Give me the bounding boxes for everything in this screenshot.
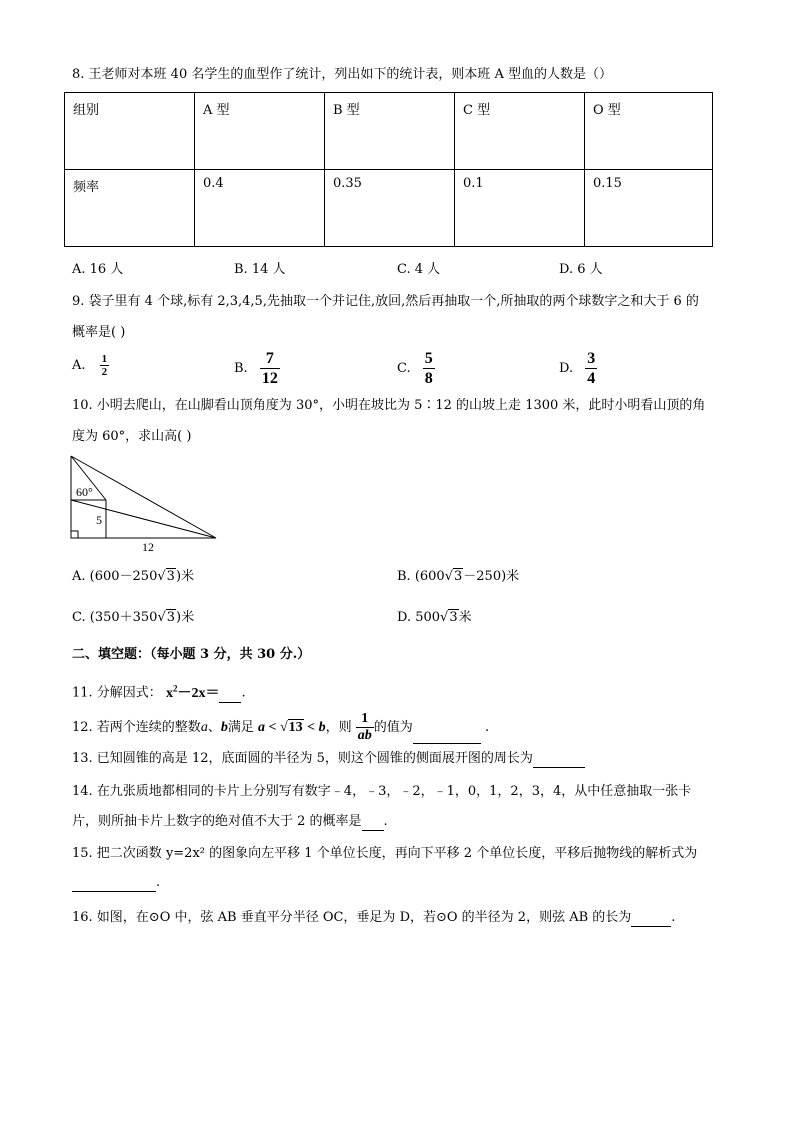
table-cell: 0.15 (585, 170, 713, 247)
q15-line2 (72, 874, 160, 892)
q16-text: 16. 如图，在⊙O 中，弦 AB 垂直平分半径 OC，垂足为 D，若⊙O 的半径为 2，则弦 AB 的长为 (72, 910, 632, 925)
q10-stem-line1: 10. 小明去爬山，在山脚看山顶角度为 30°，小明在坡比为 5∶12 的山坡上走 1300 米，此时小明看山顶的角 (72, 398, 706, 413)
table-cell: 0.35 (325, 170, 455, 247)
fraction-denominator: 4 (587, 370, 596, 387)
blood-type-table (64, 92, 713, 247)
var-b: b (220, 720, 228, 735)
radicand: 3 (166, 610, 176, 625)
option-letter: B. (234, 361, 248, 376)
q8-option-d: D. 6 人 (559, 262, 603, 277)
q10-stem-line2: 度为 60°，求山高( ) (72, 429, 192, 444)
q9-option-c (397, 349, 435, 388)
table-header-cell: O 型 (585, 93, 713, 170)
figure-angle-label: 60° (76, 485, 93, 499)
fraction-numerator: 7 (260, 349, 280, 369)
q11 (72, 679, 246, 703)
option-text: D. 500 (397, 610, 441, 625)
table-header-cell: B 型 (325, 93, 455, 170)
option-letter: A. (72, 358, 86, 373)
q11-prefix: 11. 分解因式： (72, 685, 162, 701)
table-row (65, 170, 713, 247)
fraction-numerator: 1 (356, 711, 374, 728)
answer-blank[interactable] (631, 912, 671, 927)
option-text: 米 (458, 610, 472, 625)
ineq-lt: < (303, 720, 319, 735)
answer-blank[interactable] (219, 688, 241, 703)
option-text: C. (350＋350 (72, 610, 158, 625)
fraction (585, 349, 597, 388)
sqrt: √3 (157, 569, 175, 584)
fraction (356, 711, 374, 744)
q10-option-c (72, 609, 194, 627)
q11-end: . (241, 685, 246, 701)
q12-then: ，则 (325, 720, 352, 735)
radicand: 3 (454, 569, 463, 584)
fraction-numerator: 1 (101, 353, 108, 365)
answer-blank[interactable] (72, 877, 156, 892)
figure-label-12: 12 (142, 540, 154, 552)
q8-option-b: B. 14 人 (234, 262, 286, 277)
var-a: a (200, 720, 208, 735)
radicand: 3 (449, 610, 458, 625)
q16 (72, 909, 675, 927)
option-letter: D. (559, 361, 574, 376)
expr-rest: －2x＝ (177, 685, 220, 701)
fraction (423, 349, 435, 388)
figure-label-5: 5 (96, 513, 102, 527)
answer-blank[interactable] (413, 729, 481, 744)
q12-sep: 、 (207, 720, 221, 735)
q12-prefix: 12. 若两个连续的整数 (72, 720, 201, 735)
fraction-numerator: 5 (424, 350, 433, 367)
option-text: )米 (176, 610, 195, 625)
radicand: 3 (166, 569, 175, 584)
q9-stem-line2: 概率是( ) (72, 325, 126, 340)
q12-inequality (258, 720, 326, 735)
q15-line1: 15. 把二次函数 y=2x² 的图象向左平移 1 个单位长度，再向下平移 2 个单位长度，平移后抛物线的解析式为 (72, 846, 698, 861)
q9-option-b (234, 349, 280, 388)
q15-end: . (156, 875, 161, 890)
ineq-a: a (257, 720, 265, 735)
fraction (260, 349, 280, 388)
sqrt: √3 (444, 569, 463, 584)
answer-blank[interactable] (533, 753, 585, 768)
q14-end: . (383, 814, 388, 829)
fraction-denominator: 8 (424, 370, 433, 387)
table-cell: 0.4 (195, 170, 325, 247)
section-title: 二、填空题：（每小题 3 分，共 30 分.） (72, 647, 311, 662)
option-text: )米 (175, 569, 195, 584)
table-header-cell: 组别 (65, 93, 195, 170)
table-cell: 0.1 (455, 170, 585, 247)
q10-option-a (72, 568, 194, 586)
q11-expression (165, 683, 220, 701)
option-text: A. (600－250 (72, 569, 158, 584)
mountain-slope-figure (66, 452, 222, 552)
sqrt: √3 (157, 610, 176, 625)
fraction-denominator: ab (357, 728, 372, 743)
q9-stem-line1: 9. 袋子里有 4 个球,标有 2,3,4,5,先抽取一个并记住,放回,然后再抽取一个,所抽取的两个球数字之和大于 6 的 (72, 294, 699, 309)
table-header-cell: C 型 (455, 93, 585, 170)
sqrt: √3 (440, 610, 458, 625)
figure-line-slope (71, 500, 216, 538)
q13 (72, 750, 585, 768)
q8-option-a: A. 16 人 (72, 262, 124, 277)
ineq-b: b (318, 720, 326, 735)
q8-option-c: C. 4 人 (397, 262, 441, 277)
q9-option-d (559, 349, 597, 388)
expr-x: x (165, 685, 173, 701)
radicand: 13 (288, 720, 303, 735)
option-text: B. (600 (397, 569, 445, 584)
q14-text: 片，则所抽卡片上数字的绝对值不大于 2 的概率是 (72, 814, 362, 829)
q12-post: 的值为 (373, 720, 413, 735)
option-letter: C. (397, 361, 411, 376)
q13-text: 13. 已知圆锥的高是 12，底面圆的半径为 5，则这个圆锥的侧面展开图的周长为 (72, 751, 533, 766)
right-angle-mark (71, 531, 78, 538)
expr-exponent: 2 (172, 683, 178, 693)
fraction (100, 353, 110, 378)
q14-line1: 14. 在九张质地都相同的卡片上分别写有数字﹣4，﹣3，﹣2，﹣1，0，1，2，3，4，从中任意抽取一张卡 (72, 784, 692, 799)
table-cell: 频率 (65, 170, 195, 247)
q14-line2 (72, 813, 388, 831)
fraction-denominator: 2 (101, 366, 108, 378)
option-text: －250)米 (463, 569, 520, 584)
q12 (72, 711, 489, 744)
table-header-cell: A 型 (195, 93, 325, 170)
sqrt: √13 (279, 720, 303, 735)
q9-option-a (72, 353, 109, 378)
q12-end: . (480, 720, 490, 735)
q12-mid: 满足 (227, 720, 254, 735)
ineq-lt: < (264, 720, 280, 735)
q8-stem: 8. 王老师对本班 40 名学生的血型作了统计，列出如下的统计表，则本班 A 型血的人数是（） (72, 67, 612, 82)
fraction-numerator: 3 (587, 350, 596, 367)
fraction-denominator: 12 (261, 370, 278, 387)
answer-blank[interactable] (362, 816, 384, 831)
table-row (65, 93, 713, 170)
q16-end: . (671, 910, 676, 925)
q10-option-b (397, 568, 519, 586)
q10-option-d (397, 609, 472, 627)
